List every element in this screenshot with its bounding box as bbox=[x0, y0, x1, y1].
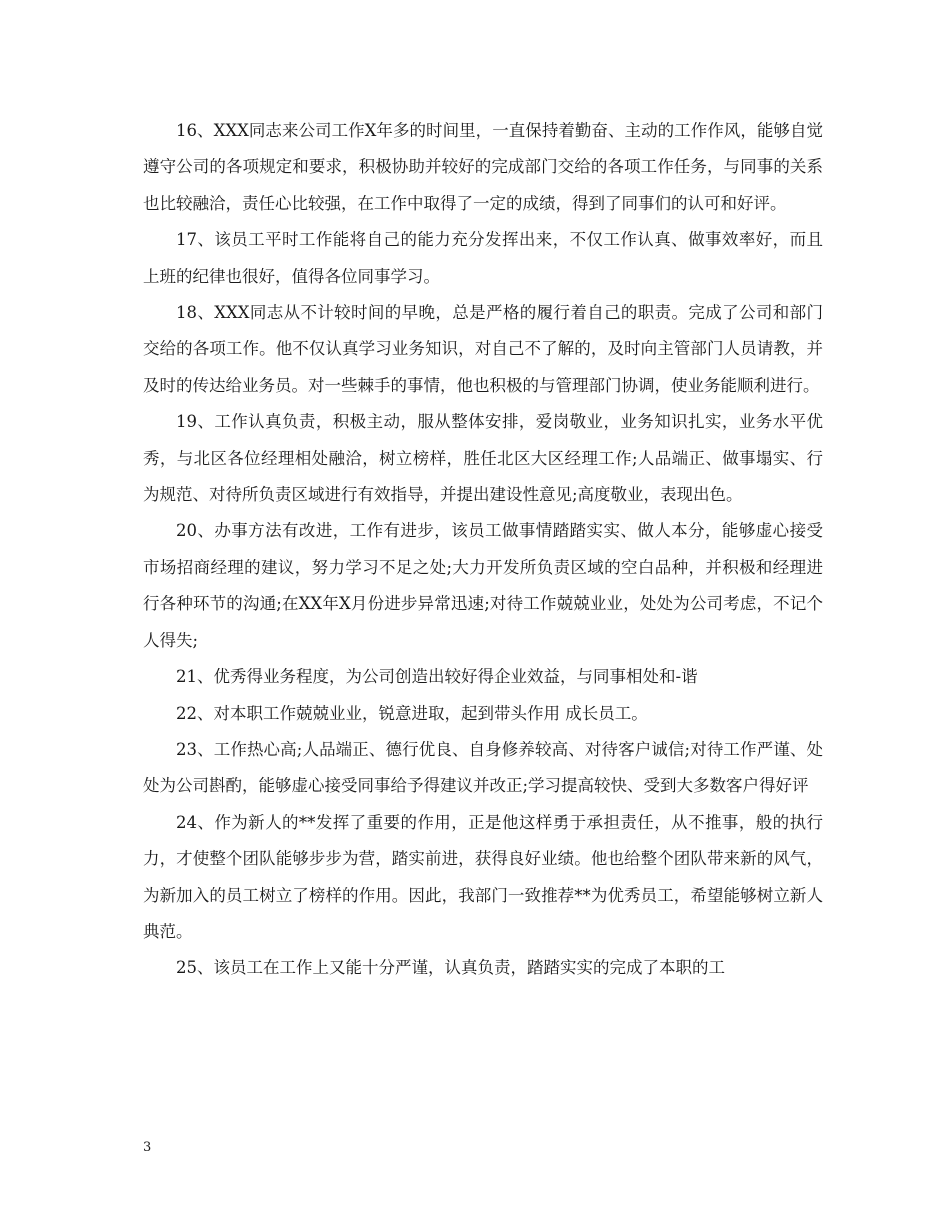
paragraph-25: 25、该员工在工作上又能十分严谨，认真负责，踏踏实实的完成了本职的工 bbox=[176, 958, 725, 978]
paragraph-20: 20、办事方法有改进，工作有进步，该员工做事情踏踏实实、做人本分，能够虚心接受市场招商经理的建议，努力学习不足之处;大力开发所负责区域的空白品种，并积极和经理进行各种环节的沟通;在XX年X月份进步异常迅速;对待工作兢兢业业，处处为公司考虑，不记个人得失; bbox=[143, 521, 823, 650]
paragraph-21: 21、优秀得业务程度，为公司创造出较好得企业效益，与同事相处和-谐 bbox=[176, 667, 698, 687]
paragraph-22: 22、对本职工作兢兢业业，锐意进取，起到带头作用 成长员工。 bbox=[176, 703, 648, 723]
paragraph-18: 18、XXX同志从不计较时间的早晚，总是严格的履行着自己的职责。完成了公司和部门交给的各项工作。他不仅认真学习业务知识，对自己不了解的，及时向主管部门人员请教，并及时的传达给业务员。对一些棘手的事情，他也积极的与管理部门协调，使业务能顺利进行。 bbox=[143, 303, 823, 395]
paragraph-24: 24、作为新人的**发挥了重要的作用，正是他这样勇于承担责任，从不推事，般的执行力，才使整个团队能够步步为营，踏实前进，获得良好业绩。他也给整个团队带来新的风气，为新加入的员工树立了榜样的作用。因此，我部门一致推荐**为优秀员工，希望能够树立新人典范。 bbox=[143, 812, 823, 941]
paragraph-23: 23、工作热心高;人品端正、德行优良、自身修养较高、对待客户诚信;对待工作严谨、处处为公司斟酌，能够虚心接受同事给予得建议并改正;学习提高较快、受到大多数客户得好评 bbox=[143, 739, 823, 796]
paragraph-19: 19、工作认真负责，积极主动，服从整体安排，爱岗敬业，业务知识扎实，业务水平优秀，与北区各位经理相处融洽，树立榜样，胜任北区大区经理工作;人品端正、做事塌实、行为规范、对待所负责区域进行有效指导，并提出建设性意见;高度敬业，表现出色。 bbox=[143, 412, 823, 505]
document-body bbox=[143, 113, 823, 987]
paragraph-17: 17、该员工平时工作能将自己的能力充分发挥出来，不仅工作认真、做事效率好，而且上班的纪律也很好，值得各位同事学习。 bbox=[143, 230, 823, 286]
paragraph-16: 16、XXX同志来公司工作X年多的时间里，一直保持着勤奋、主动的工作作风，能够自觉遵守公司的各项规定和要求，积极协助并较好的完成部门交给的各项工作任务，与同事的关系也比较融洽，责任心比较强，在工作中取得了一定的成绩，得到了同事们的认可和好评。 bbox=[143, 121, 823, 213]
page-number: 3 bbox=[143, 1140, 152, 1155]
